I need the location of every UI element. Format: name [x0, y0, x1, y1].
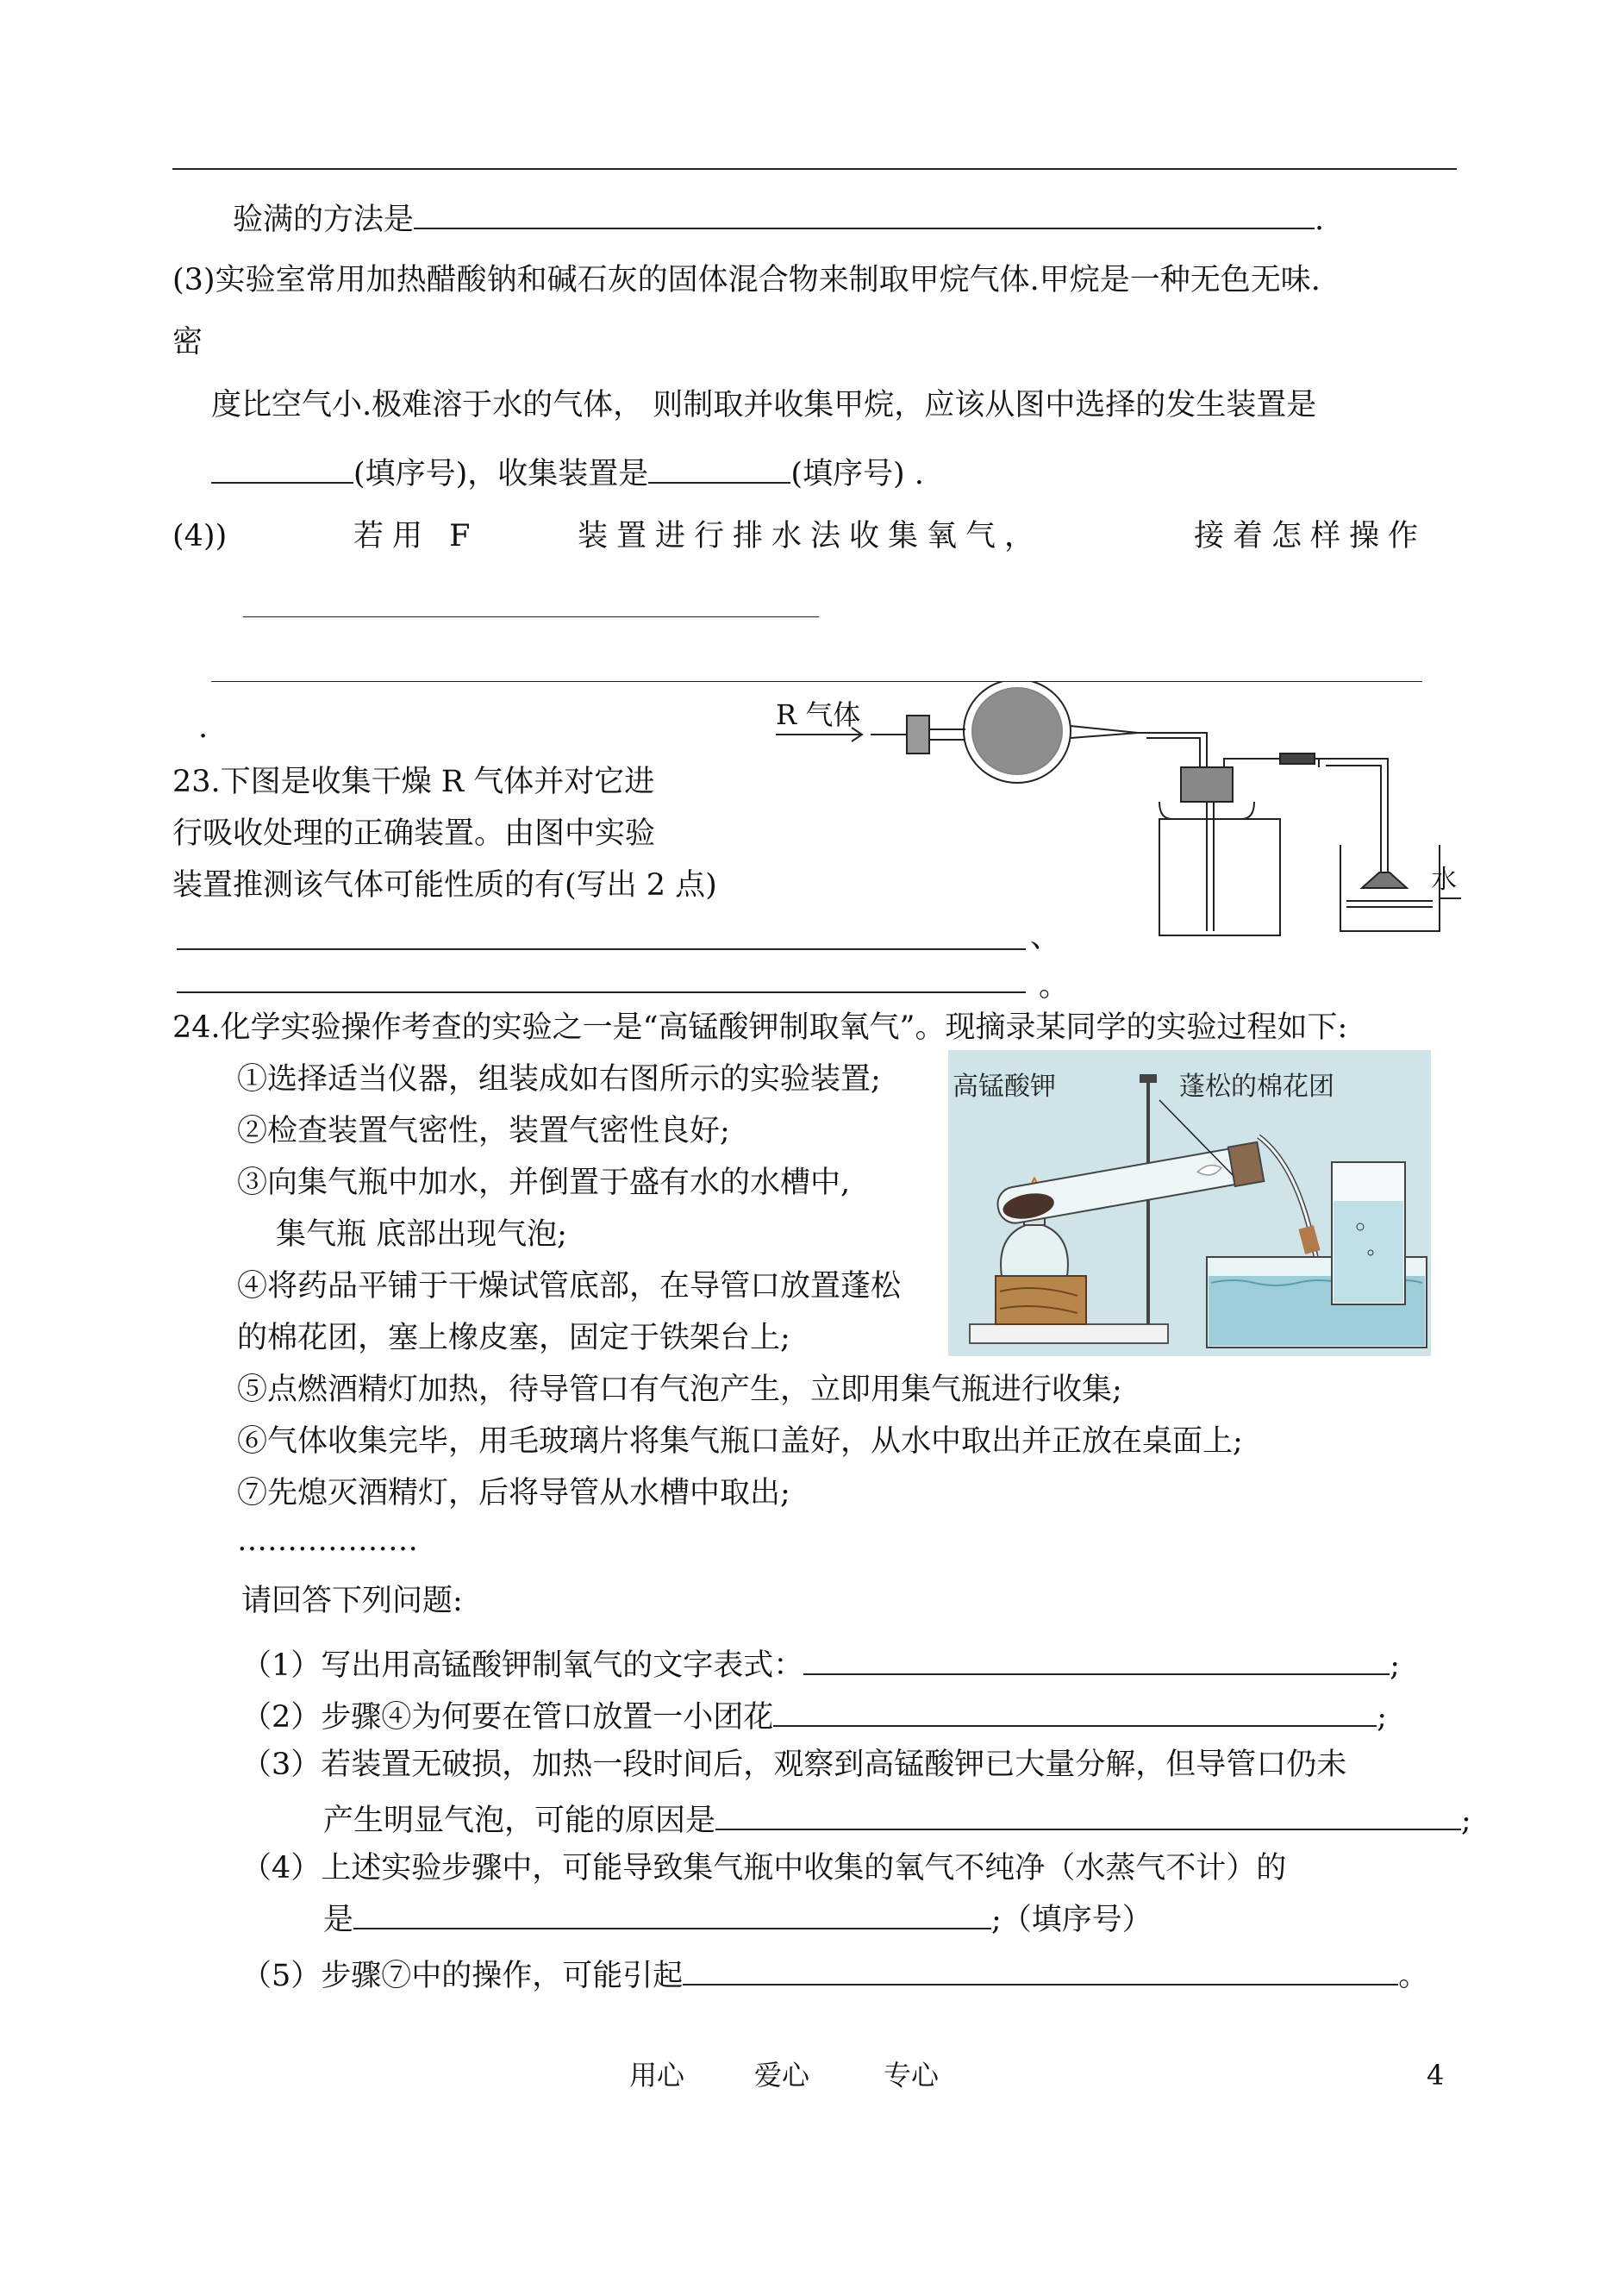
q24-apparatus-figure	[948, 1050, 1431, 1356]
page-number: 4	[1427, 2059, 1445, 2092]
q23-line2: 行吸收处理的正确装置。由图中实验	[172, 816, 656, 851]
answer-blank[interactable]	[353, 1897, 991, 1929]
q24-q4a: （4）上述实验步骤中，可能导致集气瓶中收集的氧气不纯净（水蒸气不计）的	[241, 1851, 1287, 1885]
q22-check-line	[233, 197, 1324, 239]
answer-blank[interactable]	[414, 197, 1315, 229]
q24-q3-text: 产生明显气泡，可能的原因是	[323, 1804, 716, 1838]
answer-blank[interactable]	[211, 451, 353, 484]
answer-line[interactable]	[177, 991, 1026, 993]
gas-bottle-icon	[1159, 819, 1280, 935]
q24-q2-semi: ;	[1377, 1700, 1388, 1735]
q23-fig-water-label: 水	[1431, 865, 1457, 895]
q22-p4-a: (4))	[172, 519, 228, 553]
q22-p3-text-a: (填序号)，收集装置是	[353, 457, 649, 491]
q24-q3b	[323, 1798, 1471, 1840]
q24-step-1: ①选择适当仪器，组装成如右图所示的实验装置;	[237, 1062, 881, 1097]
q24-step-5: ⑤点燃酒精灯加热，待导管口有气泡产生，立即用集气瓶进行收集;	[237, 1373, 1122, 1407]
q24-q4-suffix: ;（填序号）	[991, 1903, 1152, 1937]
q22-p4-d: 接着怎样操作	[1194, 519, 1427, 553]
footer-motto-1: 用心	[629, 2059, 685, 2092]
q23-sep1: 、	[1030, 920, 1061, 954]
q24-prompt: 请回答下列问题:	[241, 1584, 463, 1618]
q24-q5-text: （5）步骤⑦中的操作，可能引起	[241, 1959, 684, 1993]
q24-step-3: ③向集气瓶中加水，并倒置于盛有水的水槽中,	[237, 1166, 851, 1200]
q24-step-3b: 集气瓶 底部出现气泡;	[276, 1217, 567, 1252]
q22-p3-line3	[211, 451, 924, 493]
q24-step-7: ⑦先熄灭酒精灯，后将导管从水槽中取出;	[237, 1476, 790, 1510]
wood-block-icon	[996, 1276, 1086, 1324]
q24-intro: 24.化学实验操作考查的实验之一是“高锰酸钾制取氧气”。现摘录某同学的实验过程如下:	[172, 1010, 1348, 1045]
footer-motto-3: 专心	[884, 2059, 940, 2092]
q23-fig-gas-label: R 气体	[776, 698, 861, 731]
q22-p3-line2: 度比空气小.极难溶于水的气体， 则制取并收集甲烷，应该从图中选择的发生装置是	[211, 388, 1317, 422]
q24-q3-semi: ;	[1461, 1804, 1471, 1838]
q23-line1: 23.下图是收集干燥 R 气体并对它进	[172, 765, 655, 799]
answer-line[interactable]	[243, 616, 819, 617]
answer-blank[interactable]	[715, 1798, 1461, 1830]
q24-step-2: ②检查装置气密性，装置气密性良好;	[237, 1114, 730, 1148]
q24-fig-label-kmno4: 高锰酸钾	[953, 1072, 1056, 1102]
q24-q2	[241, 1694, 1387, 1736]
q24-step-6: ⑥气体收集完毕，用毛玻璃片将集气瓶口盖好，从水中取出并正放在桌面上;	[237, 1424, 1243, 1459]
q24-fig-label-cotton: 蓬松的棉花团	[1179, 1072, 1334, 1102]
q22-p3-text-b: (填序号) .	[790, 457, 924, 491]
answer-blank[interactable]	[773, 1694, 1377, 1727]
q24-q5-end: 。	[1398, 1959, 1429, 1993]
q24-ellipsis: ………………	[237, 1523, 418, 1558]
q24-q1-text: （1）写出用高锰酸钾制氧气的文字表式：	[241, 1648, 804, 1683]
q24-q3a: （3）若装置无破损，加热一段时间后，观察到高锰酸钾已大量分解，但导管口仍未	[241, 1748, 1347, 1782]
q22-p4-b: 若用 F	[353, 519, 479, 553]
bottle-stopper-icon	[1181, 767, 1233, 802]
q23-line3: 装置推测该气体可能性质的有(写出 2 点)	[172, 868, 717, 903]
q23-sep2: 。	[1039, 969, 1070, 1004]
answer-line[interactable]	[177, 948, 1026, 950]
q22-p3-line1b: 密	[172, 325, 203, 360]
q23-apparatus-figure	[767, 681, 1465, 940]
answer-blank[interactable]	[648, 451, 790, 484]
answer-blank[interactable]	[803, 1642, 1390, 1675]
q24-q1-semi: ;	[1390, 1648, 1401, 1683]
q22-p3-line1: (3)实验室常用加热醋酸钠和碱石灰的固体混合物来制取甲烷气体.甲烷是一种无色无味.	[172, 263, 1321, 297]
q24-q2-text: （2）步骤④为何要在管口放置一小团花	[241, 1700, 774, 1735]
q24-q4b	[323, 1897, 1152, 1939]
q24-step-4: ④将药品平铺于干燥试管底部，在导管口放置蓬松	[237, 1269, 902, 1304]
header-rule	[172, 168, 1457, 170]
footer-motto-2: 爱心	[754, 2059, 810, 2092]
q24-q4-text: 是	[323, 1903, 354, 1937]
q22-check-text: 验满的方法是	[233, 203, 415, 237]
q24-step-4b: 的棉花团，塞上橡皮塞，固定于铁架台上;	[237, 1321, 790, 1355]
q22-check-end: .	[1315, 203, 1325, 237]
q22-dot: .	[198, 710, 209, 745]
q22-p4-c: 装置进行排水法收集氧气，	[578, 519, 1044, 553]
answer-blank[interactable]	[683, 1953, 1398, 1985]
q24-q1	[241, 1642, 1400, 1685]
stopper-icon	[907, 716, 929, 754]
q24-q5	[241, 1953, 1428, 1995]
